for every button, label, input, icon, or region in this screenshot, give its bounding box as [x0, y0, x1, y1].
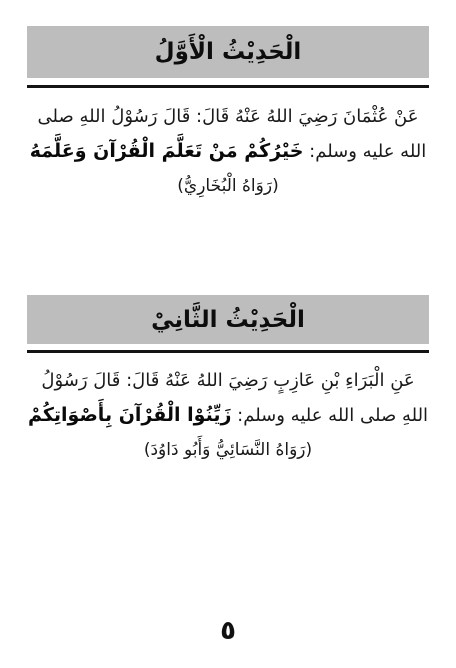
- narration-line: عَنْ عُثْمَانَ رَضِيَ اللهُ عَنْهُ قَالَ: قَالَ رَسُوْلُ اللهِ صلى: [37, 106, 419, 127]
- section-title-bar: [27, 26, 429, 78]
- narration-continuation: اللهِ صلى الله عليه وسلم:: [237, 405, 429, 426]
- hadith-body: [22, 364, 434, 467]
- section-title: الْحَدِيْثُ الثَّانِيْ: [151, 306, 305, 333]
- page-number: ٥: [220, 616, 236, 646]
- narration-and-hadith-line: [22, 398, 434, 433]
- narration-line: عَنِ الْبَرَاءِ بْنِ عَازِبٍ رَضِيَ اللهُ عَنْهُ قَالَ: قَالَ رَسُوْلُ: [41, 370, 415, 391]
- section-title-bar: [27, 295, 429, 344]
- hadith-text: زَيِّنُوْا الْقُرْآنَ بِأَصْوَاتِكُمْ: [27, 404, 232, 426]
- hadith-source: (رَوَاهُ النَّسَائِيُّ وَأَبُو دَاوُدَ): [143, 440, 313, 460]
- narration-and-hadith-line: [22, 134, 434, 169]
- narration-continuation: الله عليه وسلم:: [309, 141, 427, 162]
- hadith-source: (رَوَاهُ الْبُخَارِيُّ): [177, 176, 279, 196]
- section-title: الْحَدِيْثُ الْأَوَّلُ: [154, 39, 302, 65]
- hadith-text: خَيْرُكُمْ مَنْ تَعَلَّمَ الْقُرْآنَ وَعَلَّمَهُ: [29, 140, 304, 162]
- title-underline-rule: [27, 85, 429, 88]
- title-underline-rule: [27, 350, 429, 353]
- hadith-body: [22, 100, 434, 203]
